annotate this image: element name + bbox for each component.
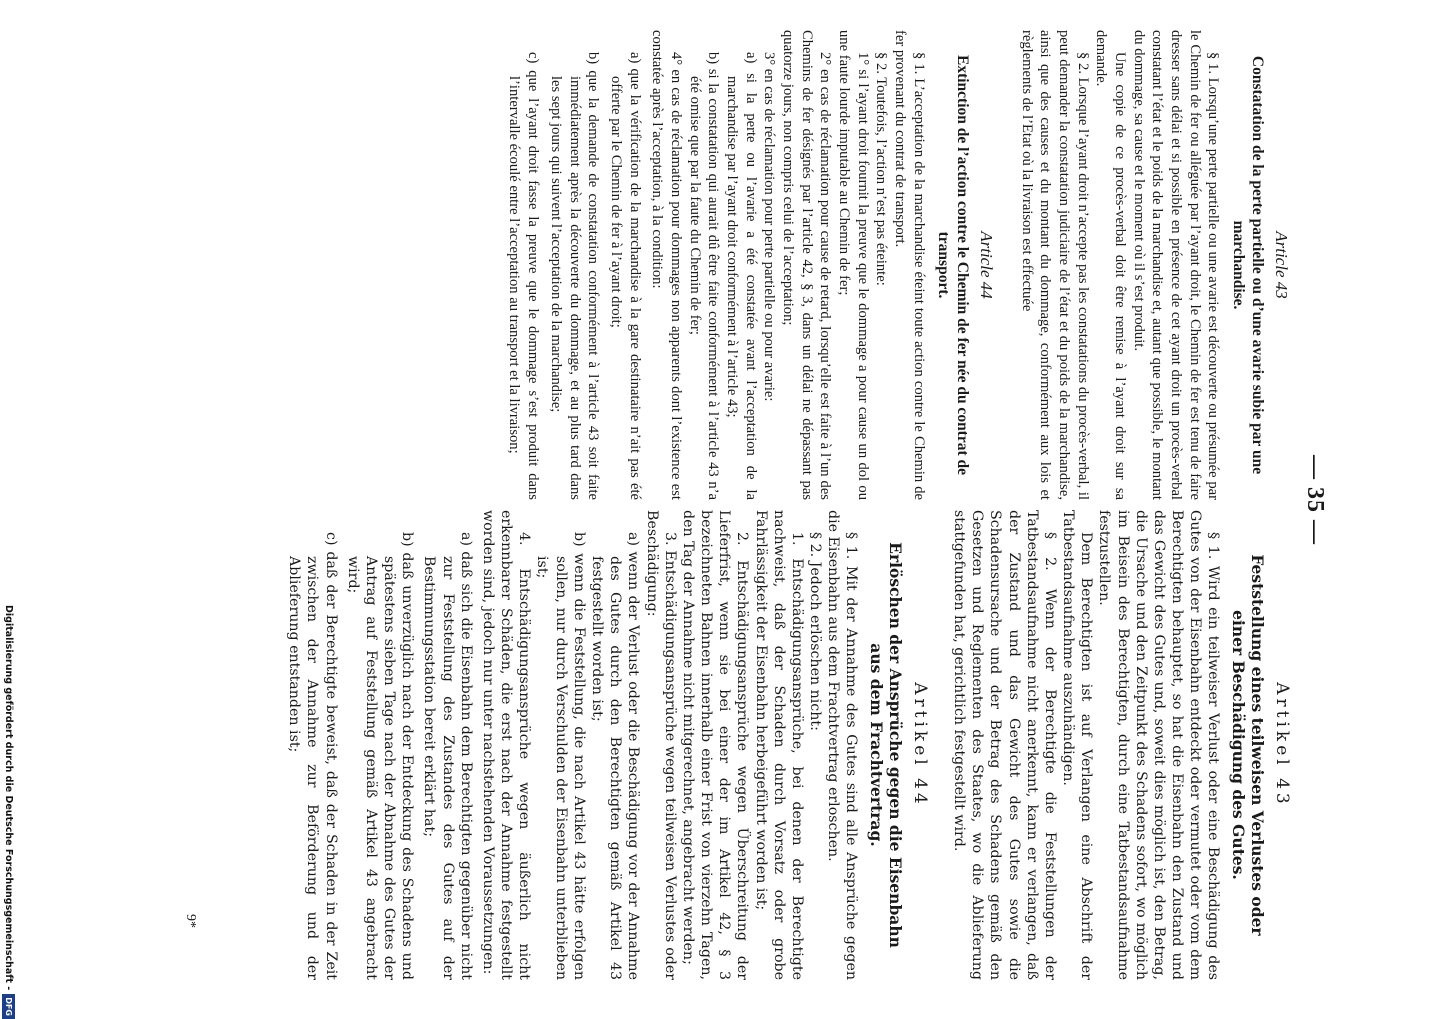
fr-art44-item-b: b) si la constatation qui aurait dû être faite conformément à l’article 43 n’a été omise que par la faute du Chemin de fer; [686, 52, 722, 500]
de-article-44-title: Artikel 44 [909, 682, 930, 808]
de-art44-item-b2: b) daß unverzüglich nach der Entdeckung des Schadens und spätestens sieben Tage nach der Abnahme des Gutes der Antrag auf Feststellung gemäß Artikel 43 angebracht wird; [344, 532, 416, 980]
digitization-credit-text: Digitalisierung gefördert durch die Deutsche Forschungsgemeinschaft - [3, 605, 15, 991]
de-art44-paragraph-5: 3. Entschädigungsansprüche wegen teilweisen Verlustes oder Beschädigung: [643, 510, 678, 980]
fr-art44-item-c2: c) que l’ayant droit fasse la preuve que le dommage s’est produit dans l’intervalle écoulé entre l’acceptation au transport et la livraison; [506, 52, 542, 500]
de-art44-paragraph-1: § 1. Mit der Annahme des Gutes sind alle Ansprüche gegen die Eisenbahn aus dem Frachtvertrag erloschen. [825, 510, 860, 980]
fr-article-44-heading: Extinction de l’action contre le Chemin de fer née du contrat de transport. [934, 54, 972, 476]
de-art44-item-b: b) wenn die Feststellung, die nach Artikel 43 hätte erfolgen sollen, nur durch Verschulden der Eisenbahn unterblieben ist; [534, 532, 587, 980]
fr-art44-item-b2: b) que la demande de constatation conformément à l’article 43 soit faite immédiatement après la découverte du dommage, et au plus tard dans les sept jours qui suivent l’acceptation de la marchandise; [547, 52, 602, 500]
fr-art44-paragraph-1: § 1. L’acceptation de la marchandise éteint toute action contre le Chemin de fer provenant du contrat de transport. [891, 30, 927, 500]
german-column [285, 510, 1292, 980]
de-art44-item-a2: a) daß sich die Eisenbahn dem Berechtigten gegenüber nicht zur Feststellung des Zustandes des Gutes auf der Bestimmungsstation bereit erklärt hat; [421, 532, 474, 980]
fr-art44-paragraph-3: 1° si l’ayant droit fournit la preuve que le dommage a pour cause un dol ou une faute lourde imputable au Chemin de fer; [835, 30, 871, 500]
de-art44-paragraph-6: 4. Entschädigungsansprüche wegen äußerlich nicht erkennbarer Schäden, die erst nach der Annahme festgestellt worden sind, jedoch nur unter nachstehenden Voraussetzungen: [479, 510, 533, 980]
de-art43-paragraph-2: Dem Berechtigten ist auf Verlangen eine Abschrift der Tatbestandsaufnahme auszuhändigen. [1060, 510, 1095, 980]
fr-article-43-title: Article 43 [1272, 231, 1291, 299]
de-art44-item-c2: c) daß der Berechtigte beweist, daß der Schaden in der Zeit zwischen der Annahme zur Beförderung und der Ablieferung entstanden ist; [286, 532, 339, 980]
de-art44-paragraph-2: § 2. Jedoch erlöschen nicht: [807, 532, 824, 731]
de-art44-paragraph-4: 2. Entschädigungsansprüche wegen Überschreitung der Lieferfrist, wenn sie bei einer der im Artikel 42, § 3 bezeichneten Bahnen innerhalb einer Frist von vierzehn Tagen, den Tag der Annahme nicht mitgerechnet, angebracht werden; [679, 510, 751, 980]
fr-art44-item-a2: a) que la vérification de la marchandise à la gare destinataire n’ait pas été offerte par le Chemin de fer à l’ayant droit; [607, 52, 643, 500]
fr-art44-paragraph-2: § 2. Toutefois, l’action n’est pas éteinte: [873, 52, 890, 286]
de-art44-paragraph-3: 1. Entschädigungsansprüche, bei denen der Berechtigte nachweist, daß der Schaden durch Vorsatz oder grobe Fahrlässigkeit der Eisenbahn herbeigeführt worden ist; [752, 510, 805, 980]
fr-art44-item-a: a) si la perte ou l’avarie a été constatée avant l’acceptation de la marchandise par l’ayant droit conformément à l’article 43; [723, 52, 759, 500]
de-article-43-heading: Feststellung eines teilweisen Verlustes oder einer Beschädigung des Gutes. [1228, 554, 1268, 936]
fr-art44-paragraph-5: 3° en cas de réclamation pour perte partielle ou pour avarie: [761, 52, 778, 402]
fr-art44-paragraph-6: 4° en cas de réclamation pour dommages non apparents dont l’existence est constatée après l’acceptation, à la condition: [649, 30, 684, 500]
dfg-logo: DFG [3, 994, 16, 1019]
sheet-signature-mark: 9* [183, 914, 198, 928]
de-article-44-heading: Erlöschen der Ansprüche gegen die Eisenbahn aus dem Frachtvertrag. [866, 542, 906, 948]
french-column [505, 30, 1292, 500]
de-art43-paragraph-1: § 1. Wird ein teilweiser Verlust oder eine Beschädigung des Gutes von der Eisenbahn entdeckt oder vermutet oder vom dem Berechtigten behauptet, so hat die Eisenbahn den Zustand und das Gewicht des Gutes und, soweit dies möglich ist, den Betrag, die Ursache und den Zeitpunkt des Schadens sofort, wo möglich im Beisein des Berechtigten, durch eine Tatbestandsaufnahme festzustellen. [1096, 510, 1222, 980]
fr-art43-paragraph-3: § 2. Lorsque l’ayant droit n’accepte pas les constatations du procès-verbal, il peut demander la constatation judiciaire de l’état et du poids de la marchandise, ainsi que des causes et du montant du dommage, conformément aux lois et règlements de l’Etat où la livraison est effectuée [1018, 30, 1091, 500]
de-article-43-title: Artikel 43 [1272, 682, 1292, 808]
fr-art44-paragraph-4: 2° en cas de réclamation pour cause de retard, lorsqu’elle est faite à l’un des Chemins de fer désignés par l’article 42, § 3, dans un délai ne dépassant pas quatorze jours, non compris celui de l’acceptation; [779, 30, 834, 500]
de-art43-paragraph-3: § 2. Wenn der Berechtigte die Feststellungen der Tatbestandsaufnahme nicht anerkennt, kann er verlangen, daß der Zustand und das Gewicht des Gutes sowie die Schadensursache und der Betrag des Schadens gemäß den Gesetzen und Reglementen des Staates, wo die Ablieferung stattgefunden hat, gerichtlich festgestellt wird. [951, 510, 1058, 980]
page-number: — 35 — [1302, 455, 1328, 545]
fr-art43-paragraph-2: Une copie de ce procès-verbal doit être remise à l’ayant droit sur sa demande. [1093, 30, 1129, 500]
fr-article-43-heading: Constatation de la perte partielle ou d’une avarie subie par une marchandise. [1229, 55, 1267, 475]
de-art44-item-a: a) wenn der Verlust oder die Beschädigung vor der Annahme des Gutes durch den Berechtigten gemäß Artikel 43 festgestellt worden ist; [589, 532, 642, 980]
fr-art43-paragraph-1: § 1. Lorsqu’une perte partielle ou une avarie est découverte ou présumée par le Chemin de fer ou alléguée par l’ayant droit, le Chemin de fer est tenu de faire dresser sans délai et si possible en présence de cet ayant droit un procès-verbal constatant l’état et le poids de la marchandise et, autant que possible, le montant du dommage, sa cause et le moment où il s’est produit. [1130, 30, 1222, 500]
digitization-credit [2, 605, 16, 1016]
fr-article-44-title: Article 44 [977, 231, 997, 299]
